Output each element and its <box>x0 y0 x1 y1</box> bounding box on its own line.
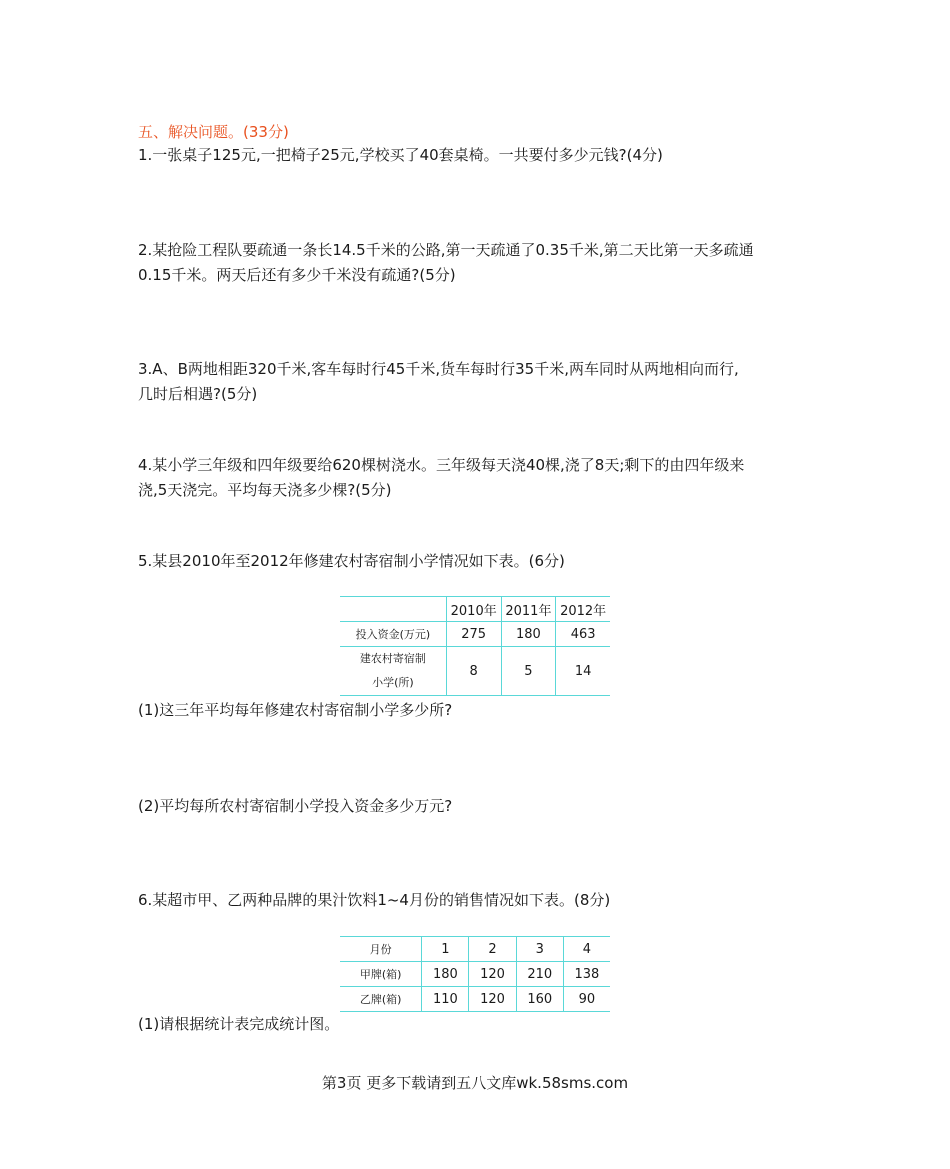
table-header-cell: 3 <box>516 937 563 962</box>
table-cell: 210 <box>516 962 563 987</box>
table-cell: 275 <box>446 622 501 647</box>
table-header-cell <box>340 597 446 622</box>
table-cell: 14 <box>556 647 610 696</box>
table-sales <box>340 936 610 1012</box>
table-row-label: 甲牌(箱) <box>340 962 422 987</box>
question-2-line-1: 2.某抢险工程队要疏通一条长14.5千米的公路,第一天疏通了0.35千米,第二天比第一天多疏通 <box>138 241 754 259</box>
question-1: 1.一张桌子125元,一把椅子25元,学校买了40套桌椅。一共要付多少元钱?(4分) <box>138 146 663 164</box>
question-5-sub-2: (2)平均每所农村寄宿制小学投入资金多少万元? <box>138 797 453 815</box>
table-cell: 120 <box>469 962 516 987</box>
section-title: 五、解决问题。(33分) <box>138 123 289 141</box>
table-row <box>340 962 610 987</box>
question-6: 6.某超市甲、乙两种品牌的果汁饮料1~4月份的销售情况如下表。(8分) <box>138 891 611 909</box>
table-cell: 180 <box>501 622 556 647</box>
question-6-sub-1: (1)请根据统计表完成统计图。 <box>138 1015 340 1033</box>
page-footer: 第3页 更多下载请到五八文库wk.58sms.com <box>321 1074 629 1092</box>
table-row-label: 乙牌(箱) <box>340 987 422 1012</box>
table-row-label <box>340 647 446 696</box>
table-cell: 5 <box>501 647 556 696</box>
question-2-line-2: 0.15千米。两天后还有多少千米没有疏通?(5分) <box>138 266 456 284</box>
question-3-line-1: 3.A、B两地相距320千米,客车每时行45千米,货车每时行35千米,两车同时从两地相向而行, <box>138 360 739 378</box>
table-row-label: 投入资金(万元) <box>340 622 446 647</box>
table-cell: 8 <box>446 647 501 696</box>
table-row <box>340 937 610 962</box>
table-row-label-line-2: 小学(所) <box>372 676 414 689</box>
table-cell: 110 <box>422 987 469 1012</box>
question-4-line-1: 4.某小学三年级和四年级要给620棵树浇水。三年级每天浇40棵,浇了8天;剩下的由四年级来 <box>138 456 745 474</box>
table-row <box>340 647 610 696</box>
table-header-cell: 2012年 <box>556 597 610 622</box>
table-cell: 180 <box>422 962 469 987</box>
table-cell: 90 <box>563 987 610 1012</box>
table-cell: 120 <box>469 987 516 1012</box>
table-row <box>340 987 610 1012</box>
table-cell: 138 <box>563 962 610 987</box>
table-investment <box>340 596 610 696</box>
table-row-label-line-1: 建农村寄宿制 <box>359 652 426 665</box>
question-3-line-2: 几时后相遇?(5分) <box>138 385 258 403</box>
table-cell: 160 <box>516 987 563 1012</box>
table-row <box>340 622 610 647</box>
question-4-line-2: 浇,5天浇完。平均每天浇多少棵?(5分) <box>138 481 392 499</box>
question-5-sub-1: (1)这三年平均每年修建农村寄宿制小学多少所? <box>138 701 453 719</box>
table-header-cell: 2 <box>469 937 516 962</box>
table-header-cell: 月份 <box>340 937 422 962</box>
table-cell: 463 <box>556 622 610 647</box>
table-header-cell: 2010年 <box>446 597 501 622</box>
table-header-cell: 2011年 <box>501 597 556 622</box>
question-5: 5.某县2010年至2012年修建农村寄宿制小学情况如下表。(6分) <box>138 552 565 570</box>
table-header-cell: 4 <box>563 937 610 962</box>
table-row <box>340 597 610 622</box>
table-header-cell: 1 <box>422 937 469 962</box>
